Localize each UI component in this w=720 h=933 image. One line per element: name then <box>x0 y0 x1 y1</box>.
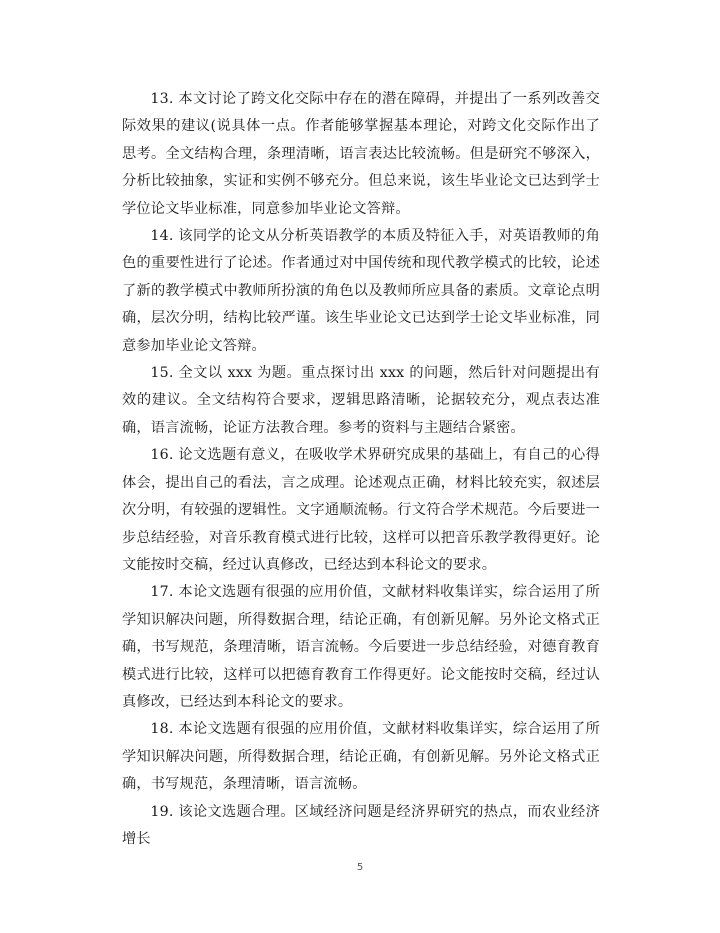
paragraph-13: 13. 本文讨论了跨文化交际中存在的潜在障碍，并提出了一系列改善交际效果的建议(说具体一点。作者能够掌握基本理论，对跨文化交际作出了思考。全文结构合理，条理清晰，语言表达比较流畅。但是研究不够深入，分析比较抽象，实证和实例不够充分。但总来说，该生毕业论文已达到学士学位论文毕业标准，同意参加毕业论文答辩。 <box>122 91 600 217</box>
paragraph-15: 15. 全文以 xxx 为题。重点探讨出 xxx 的问题，然后针对问题提出有效的建议。全文结构符合要求，逻辑思路清晰，论据较充分，观点表达准确，语言流畅，论证方法教合理。参考的资料与主题结合紧密。 <box>122 365 600 436</box>
paragraph-14: 14. 该同学的论文从分析英语教学的本质及特征入手，对英语教师的角色的重要性进行了论述。作者通过对中国传统和现代教学模式的比较，论述了新的教学模式中教师所扮演的角色以及教师所应具备的素质。文章论点明确，层次分明，结构比较严谨。该生毕业论文已达到学士论文毕业标准，同意参加毕业论文答辩。 <box>122 228 600 354</box>
page-number: 5 <box>356 862 364 873</box>
paragraph-19: 19. 该论文选题合理。区域经济问题是经济界研究的热点，而农业经济增长 <box>122 803 600 847</box>
paragraph-18: 18. 本论文选题有很强的应用价值，文献材料收集详实，综合运用了所学知识解决问题，所得数据合理，结论正确，有创新见解。另外论文格式正确，书写规范，条理清晰，语言流畅。 <box>122 721 600 793</box>
paragraph-17: 17. 本论文选题有很强的应用价值，文献材料收集详实，综合运用了所学知识解决问题，所得数据合理，结论正确，有创新见解。另外论文格式正确，书写规范，条理清晰，语言流畅。今后要进一步总结经验，对德育教育模式进行比较，这样可以把德育教育工作得更好。论文能按时交稿，经过认真修改，已经达到本科论文的要求。 <box>122 584 600 710</box>
document-body <box>122 86 600 853</box>
paragraph-16: 16. 论文选题有意义，在吸收学术界研究成果的基础上，有自己的心得体会，提出自己的看法，言之成理。论述观点正确，材料比较充实，叙述层次分明，有较强的逻辑性。文字通顺流畅。行文符合学术规范。今后要进一步总结经验，对音乐教育模式进行比较，这样可以把音乐教学教得更好。论文能按时交稿，经过认真修改，已经达到本科论文的要求。 <box>122 447 600 573</box>
